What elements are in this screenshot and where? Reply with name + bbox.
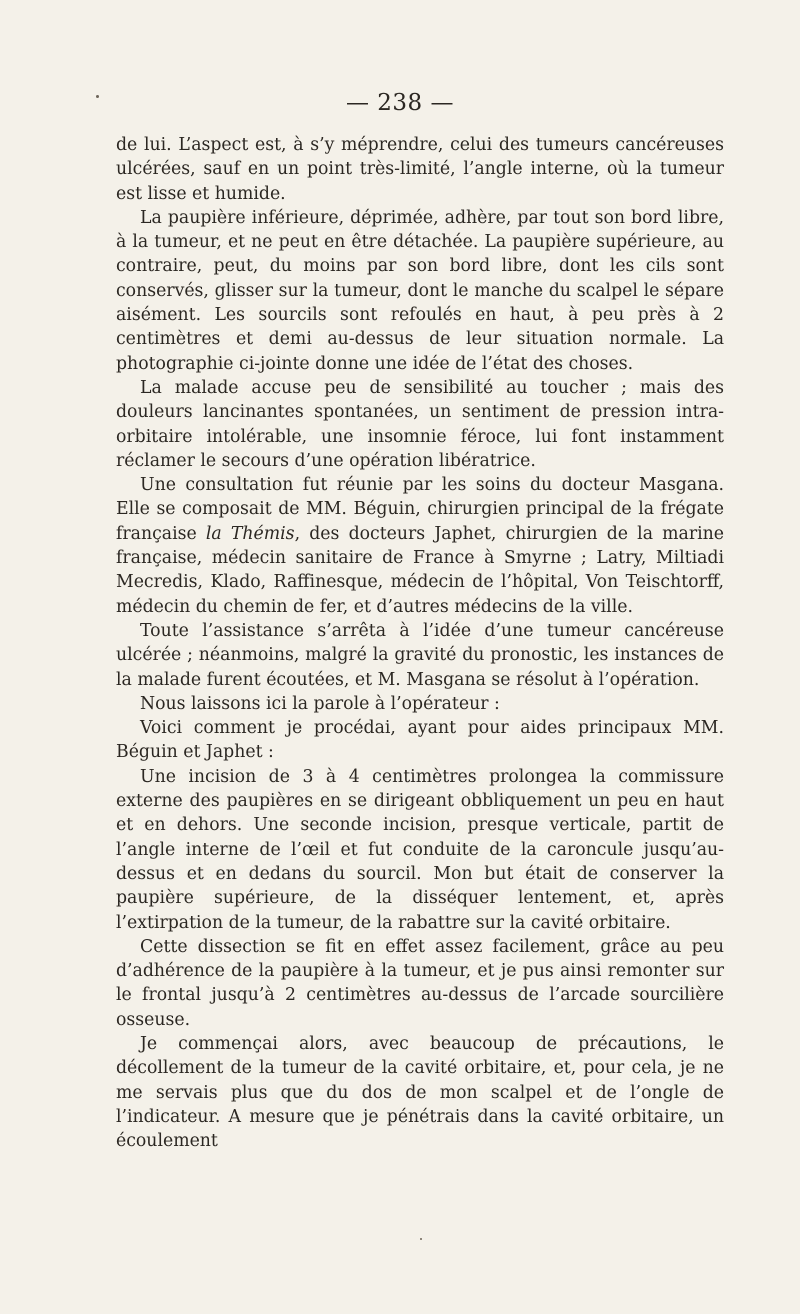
paragraph-consultation-text-end: , des docteurs Japhet, chirurgien de la marine française, médecin sanitaire de France à Smyrne ; Latry, Miltiadi Mecredis, Klado, Raffinesque, médecin de l’hôpital, Von Teischtorff, médecin du chemin de fer, et d’autres médecins de la ville. [116, 523, 725, 617]
page-number: — 238 — [345, 90, 455, 116]
body-text [116, 133, 724, 1153]
paragraph-consultation [116, 473, 724, 619]
paragraph-operator-intro: Nous laissons ici la parole à l’opérateur : [140, 693, 500, 714]
paragraph-procedure-intro: Voici comment je procédai, ayant pour aides principaux MM. Béguin et Japhet : [116, 718, 724, 763]
paragraph-dissection: Cette dissection se fit en effet assez facilement, grâce au peu d’adhérence de la paupière à la tumeur, et je pus ainsi remonter sur le frontal jusqu’à 2 centimètres au-dessus de l’arcade sourcilière osseuse. [116, 936, 724, 1030]
paragraph-continued: de lui. L’aspect est, à s’y méprendre, celui des tumeurs cancéreuses ulcérées, sauf en un point très-limité, l’angle interne, où la tumeur est lisse et humide. [116, 135, 724, 204]
paragraph-symptoms: La malade accuse peu de sensibilité au toucher ; mais des douleurs lancinantes spontanées, un sentiment de pression intra-orbitaire intolérable, une insomnie féroce, lui font instamment réclamer le secours d’une opération libératrice. [116, 377, 724, 471]
paragraph-eyelids: La paupière inférieure, déprimée, adhère, par tout son bord libre, à la tumeur, et ne peut en être détachée. La paupière supérieure, au contraire, peut, du moins par son bord libre, dont les cils sont conservés, glisser sur la tumeur, dont le manche du scalpel le sépare aisément. Les sourcils sont refoulés en haut, à peu près à 2 centimètres et demi au-dessus de leur situation normale. La photographie ci-jointe donne une idée de l’état des choses. [116, 207, 724, 374]
paragraph-decision: Toute l’assistance s’arrêta à l’idée d’une tumeur cancéreuse ulcérée ; néanmoins, malgré la gravité du pronostic, les instances de la malade furent écoutées, et M. Masgana se résolut à l’opération. [116, 620, 724, 690]
paragraph-incisions: Une incision de 3 à 4 centimètres prolongea la commissure externe des paupières en se dirigeant obbliquement un peu en haut et en dehors. Une seconde incision, presque verticale, partit de l’angle interne de l’œil et fut conduite de la caroncule jusqu’au-dessus et en dedans du sourcil. Mon but était de conserver la paupière supérieure, de la disséquer lentement, et, après l’extirpation de la tumeur, de la rabattre sur la cavité orbitaire. [116, 766, 724, 933]
paragraph-detachment: Je commençai alors, avec beaucoup de précautions, le décollement de la tumeur de la cavité orbitaire, et, pour cela, je ne me servais plus que du dos de mon scalpel et de l’ongle de l’indicateur. A mesure que je pénétrais dans la cavité orbitaire, un écoulement [116, 1033, 724, 1152]
ink-speck [420, 1238, 422, 1240]
ship-name: la Thémis [205, 523, 295, 544]
paragraph-consultation-text: Une consultation fut réunie par les soins du docteur Masgana. Elle se composait de MM. Béguin, chirurgien principal de la frégate française [116, 475, 724, 544]
